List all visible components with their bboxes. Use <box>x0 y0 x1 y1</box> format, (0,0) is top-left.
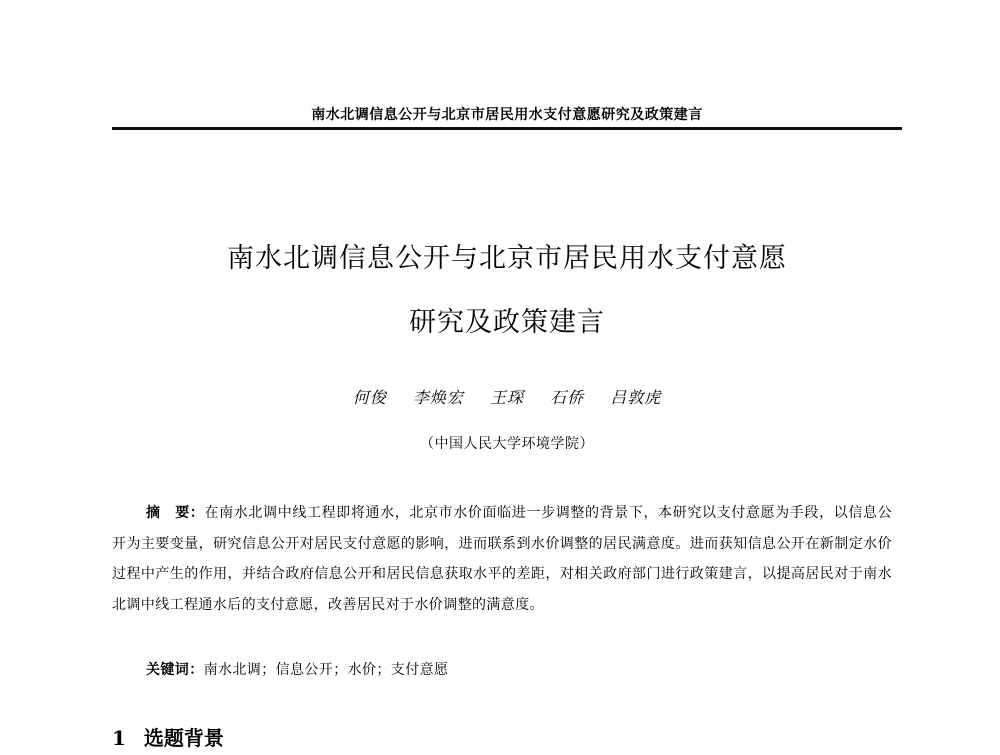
author-list <box>112 385 902 408</box>
keywords <box>146 659 886 679</box>
abstract-label: 摘 要： <box>146 505 205 521</box>
section-number: 1 <box>112 726 126 750</box>
running-header: 南水北调信息公开与北京市居民用水支付意愿研究及政策建言 <box>311 107 703 123</box>
keywords-label: 关键词： <box>146 662 204 678</box>
abstract-text: 在南水北调中线工程即将通水，北京市水价面临进一步调整的背景下，本研究以支付意愿为手段，以信息公开为主要变量，研究信息公开对居民支付意愿的影响，进而联系到水价调整的居民满意度。进而获知信息公开在新制定水价过程中产生的作用，并结合政府信息公开和居民信息获取水平的差距，对相关政府部门进行政策建言，以提高居民对于南水北调中线工程通水后的支付意愿，改善居民对于水价调整的满意度。 <box>112 505 892 613</box>
keywords-text: 南水北调；信息公开；水价；支付意愿 <box>203 662 449 678</box>
paper-title-line-1: 南水北调信息公开与北京市居民用水支付意愿 <box>227 243 787 274</box>
author-name: 吕敦虎 <box>610 388 662 407</box>
paper-title-line-2: 研究及政策建言 <box>409 307 605 338</box>
section-heading <box>112 722 224 751</box>
author-name: 何俊 <box>352 388 387 407</box>
affiliation: （中国人民大学环境学院） <box>420 436 594 452</box>
author-name: 李焕宏 <box>412 388 464 407</box>
author-name: 石侨 <box>550 388 585 407</box>
section-title: 选题背景 <box>143 726 224 750</box>
abstract <box>112 498 892 620</box>
header-rule <box>112 127 902 130</box>
author-name: 王琛 <box>489 388 524 407</box>
